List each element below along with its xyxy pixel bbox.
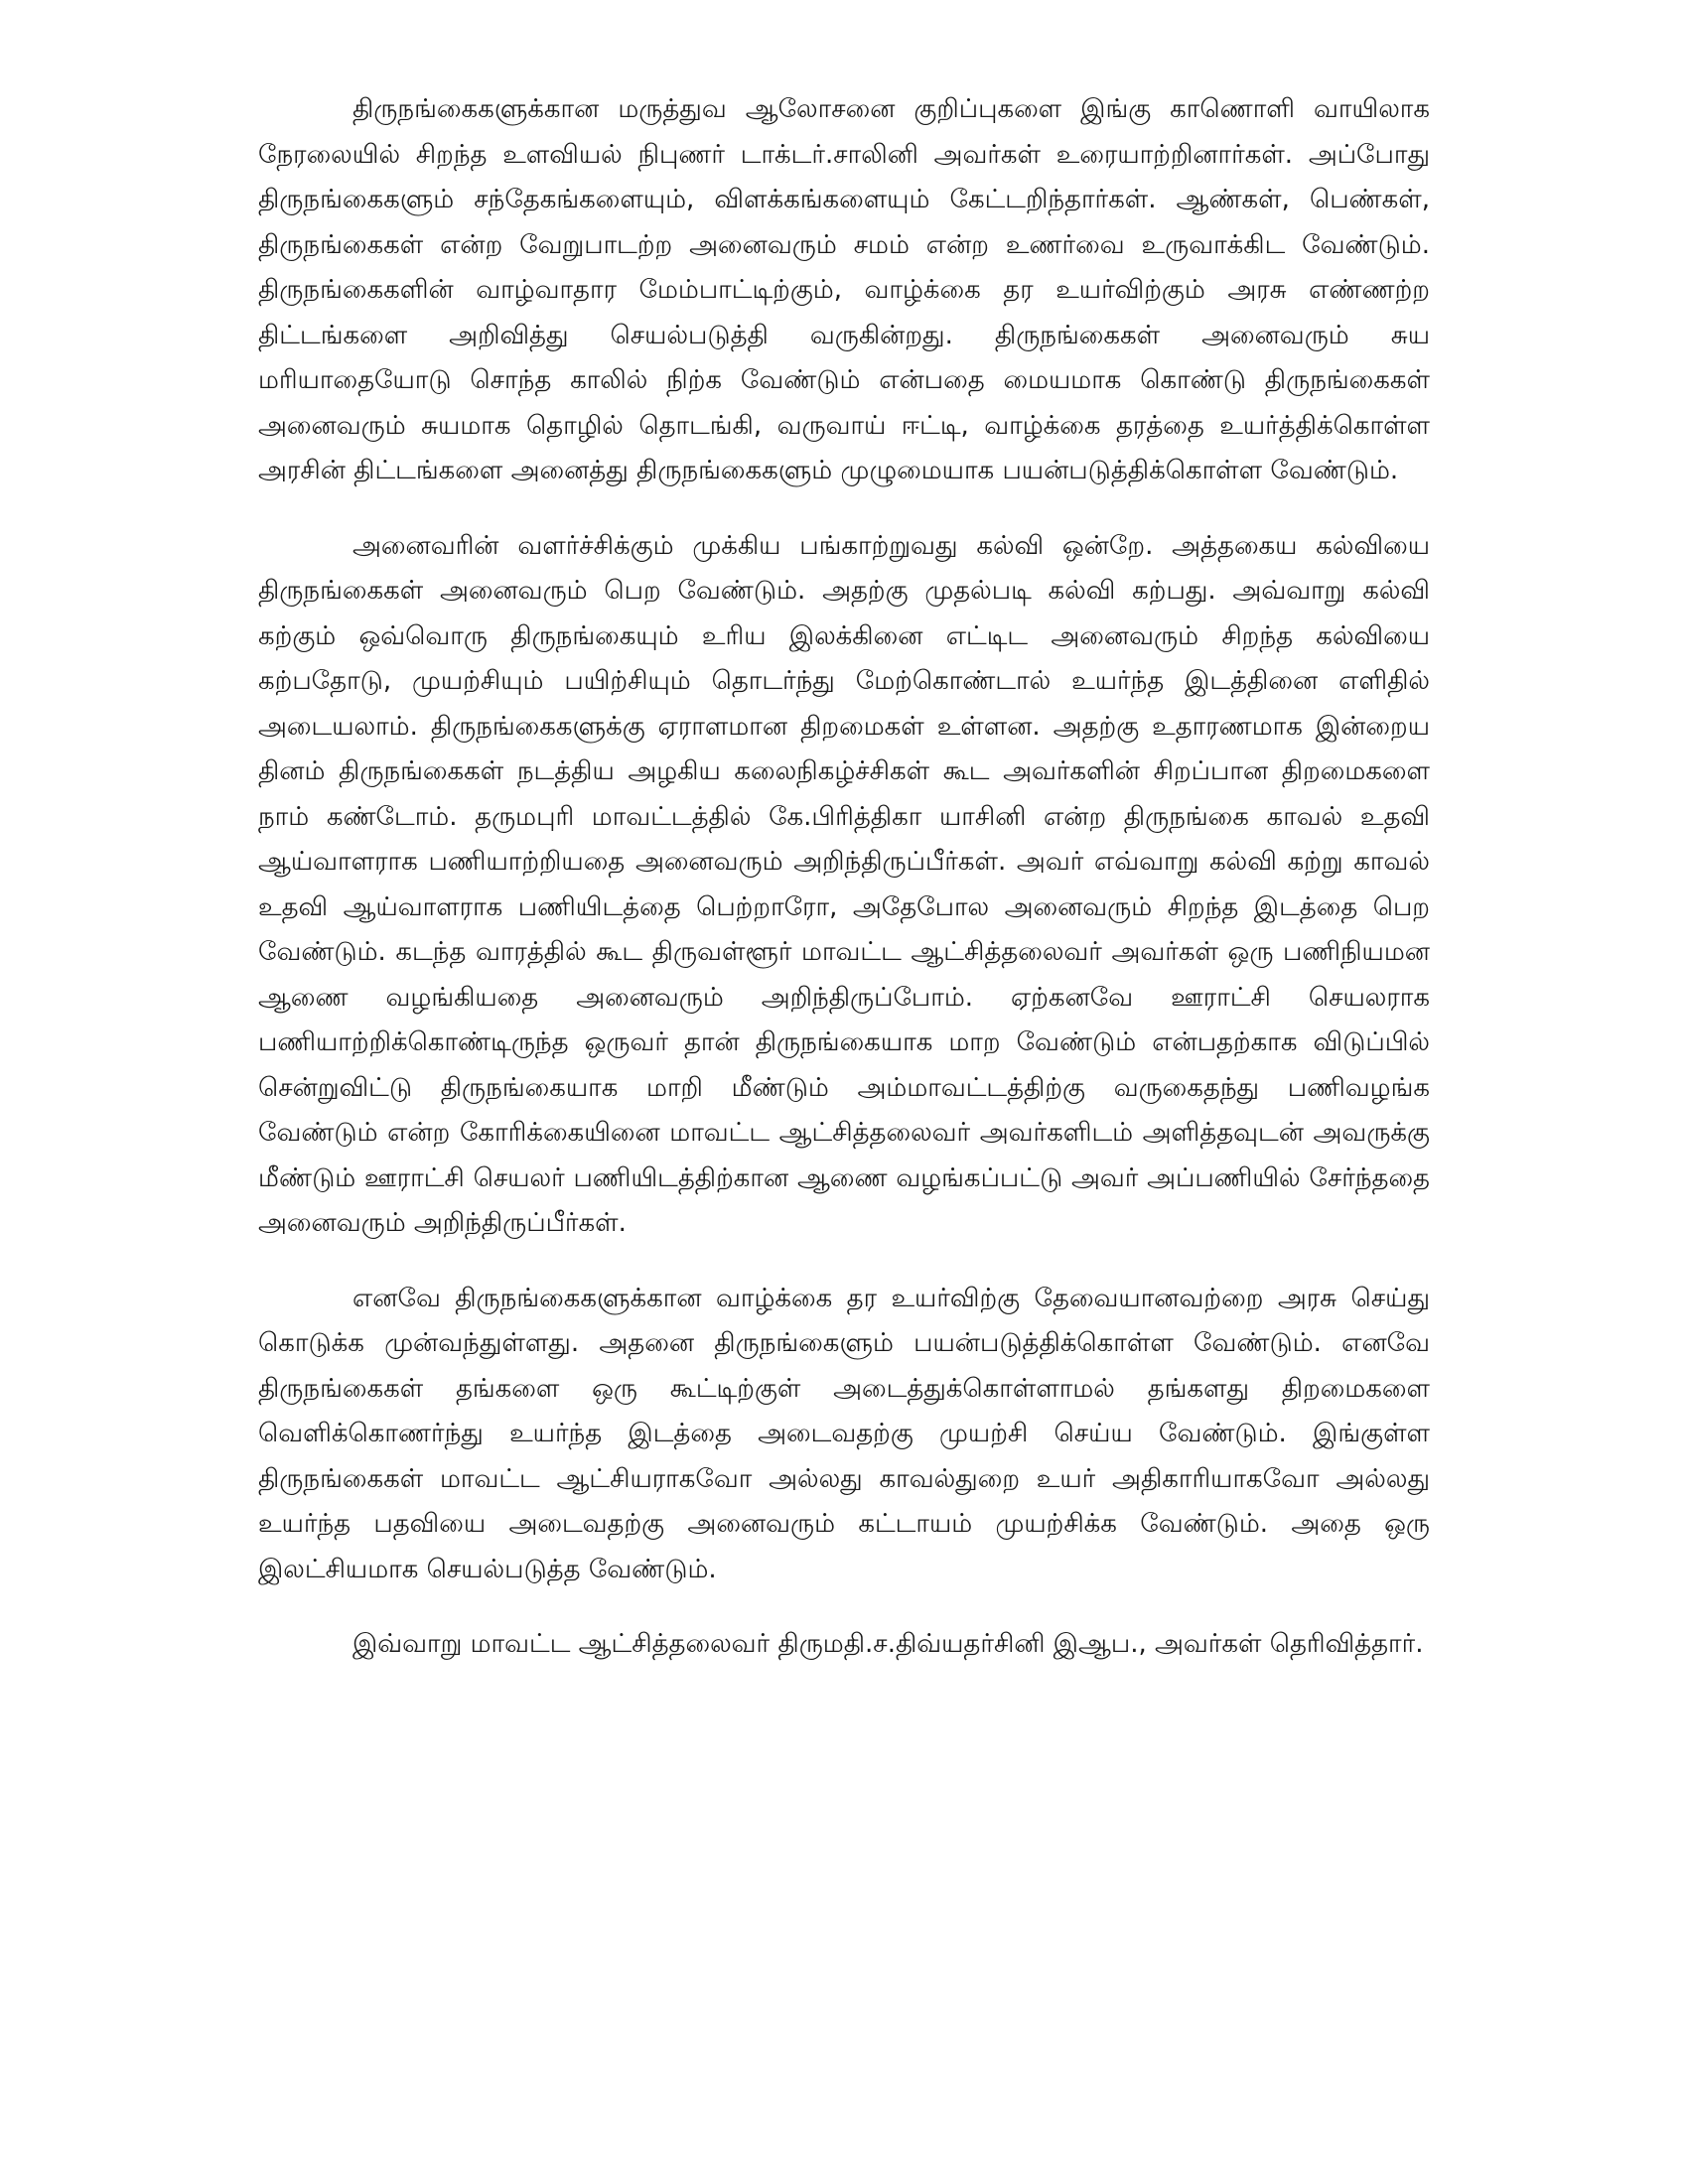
paragraph-2: அனைவரின் வளர்ச்சிக்கும் முக்கிய பங்காற்றுவது கல்வி ஒன்றே. அத்தகைய கல்வியை திருநங்கைகள் அனைவரும் பெற வேண்டும். அதற்கு முதல்படி கல்வி கற்பது. அவ்வாறு கல்வி கற்கும் ஒவ்வொரு திருநங்கையும் உரிய இலக்கினை எட்டிட அனைவரும் சிறந்த கல்வியை கற்பதோடு, முயற்சியும் பயிற்சியும் தொடர்ந்து மேற்கொண்டால் உயர்ந்த இடத்தினை எளிதில் அடையலாம். திருநங்கைகளுக்கு ஏராளமான திறமைகள் உள்ளன. அதற்கு உதாரணமாக இன்றைய தினம் திருநங்கைகள் நடத்திய அழகிய கலைநிகழ்ச்சிகள் கூட அவர்களின் சிறப்பான திறமைகளை நாம் கண்டோம். தருமபுரி மாவட்டத்தில் கே.பிரித்திகா யாசினி என்ற திருநங்கை காவல் உதவி ஆய்வாளராக பணியாற்றியதை அனைவரும் அறிந்திருப்பீர்கள். அவர் எவ்வாறு கல்வி கற்று காவல் உதவி ஆய்வாளராக பணியிடத்தை பெற்றாரோ, அதேபோல அனைவரும் சிறந்த இடத்தை பெற வேண்டும். கடந்த வாரத்தில் கூட திருவள்ளூர் மாவட்ட ஆட்சித்தலைவர் அவர்கள் ஒரு பணிநியமன ஆணை வழங்கியதை அனைவரும் அறிந்திருப்போம். ஏற்கனவே ஊராட்சி செயலராக பணியாற்றிக்கொண்டிருந்த ஒருவர் தான் திருநங்கையாக மாற வேண்டும் என்பதற்காக விடுப்பில் சென்றுவிட்டு திருநங்கையாக மாறி மீண்டும் அம்மாவட்டத்திற்கு வருகைதந்து பணிவழங்க வேண்டும் என்ற கோரிக்கையினை மாவட்ட ஆட்சித்தலைவர் அவர்களிடம் அளித்தவுடன் அவருக்கு மீண்டும் ஊராட்சி செயலர் பணியிடத்திற்கான ஆணை வழங்கப்பட்டு அவர் அப்பணியில் சேர்ந்ததை அனைவரும் அறிந்திருப்பீர்கள். (258, 530, 1430, 1238)
body-text (258, 87, 1430, 1698)
paragraph-1: திருநங்கைகளுக்கான மருத்துவ ஆலோசனை குறிப்புகளை இங்கு காணொளி வாயிலாக நேரலையில் சிறந்த உளவியல் நிபுணர் டாக்டர்.சாலினி அவர்கள் உரையாற்றினார்கள். அப்போது திருநங்கைகளும் சந்தேகங்களையும், விளக்கங்களையும் கேட்டறிந்தார்கள். ஆண்கள், பெண்கள், திருநங்கைகள் என்ற வேறுபாடற்ற அனைவரும் சமம் என்ற உணர்வை உருவாக்கிட வேண்டும். திருநங்கைகளின் வாழ்வாதார மேம்பாட்டிற்கும், வாழ்க்கை தர உயர்விற்கும் அரசு எண்ணற்ற திட்டங்களை அறிவித்து செயல்படுத்தி வருகின்றது. திருநங்கைகள் அனைவரும் சுய மரியாதையோடு சொந்த காலில் நிற்க வேண்டும் என்பதை மையமாக கொண்டு திருநங்கைகள் அனைவரும் சுயமாக தொழில் தொடங்கி, வருவாய் ஈட்டி, வாழ்க்கை தரத்தை உயர்த்திக்கொள்ள அரசின் திட்டங்களை அனைத்து திருநங்கைகளும் முழுமையாக பயன்படுத்திக்கொள்ள வேண்டும். (258, 94, 1430, 485)
paragraph-4: இவ்வாறு மாவட்ட ஆட்சித்தலைவர் திருமதி.ச.திவ்யதர்சினி இஆப., அவர்கள் தெரிவித்தார். (352, 1629, 1424, 1659)
paragraph-3: எனவே திருநங்கைகளுக்கான வாழ்க்கை தர உயர்விற்கு தேவையானவற்றை அரசு செய்து கொடுக்க முன்வந்துள்ளது. அதனை திருநங்கைளும் பயன்படுத்திக்கொள்ள வேண்டும். எனவே திருநங்கைகள் தங்களை ஒரு கூட்டிற்குள் அடைத்துக்கொள்ளாமல் தங்களது திறமைகளை வெளிக்கொணர்ந்து உயர்ந்த இடத்தை அடைவதற்கு முயற்சி செய்ய வேண்டும். இங்குள்ள திருநங்கைகள் மாவட்ட ஆட்சியராகவோ அல்லது காவல்துறை உயர் அதிகாரியாகவோ அல்லது உயர்ந்த பதவியை அடைவதற்கு அனைவரும் கட்டாயம் முயற்சிக்க வேண்டும். அதை ஒரு இலட்சியமாக செயல்படுத்த வேண்டும். (258, 1283, 1430, 1584)
